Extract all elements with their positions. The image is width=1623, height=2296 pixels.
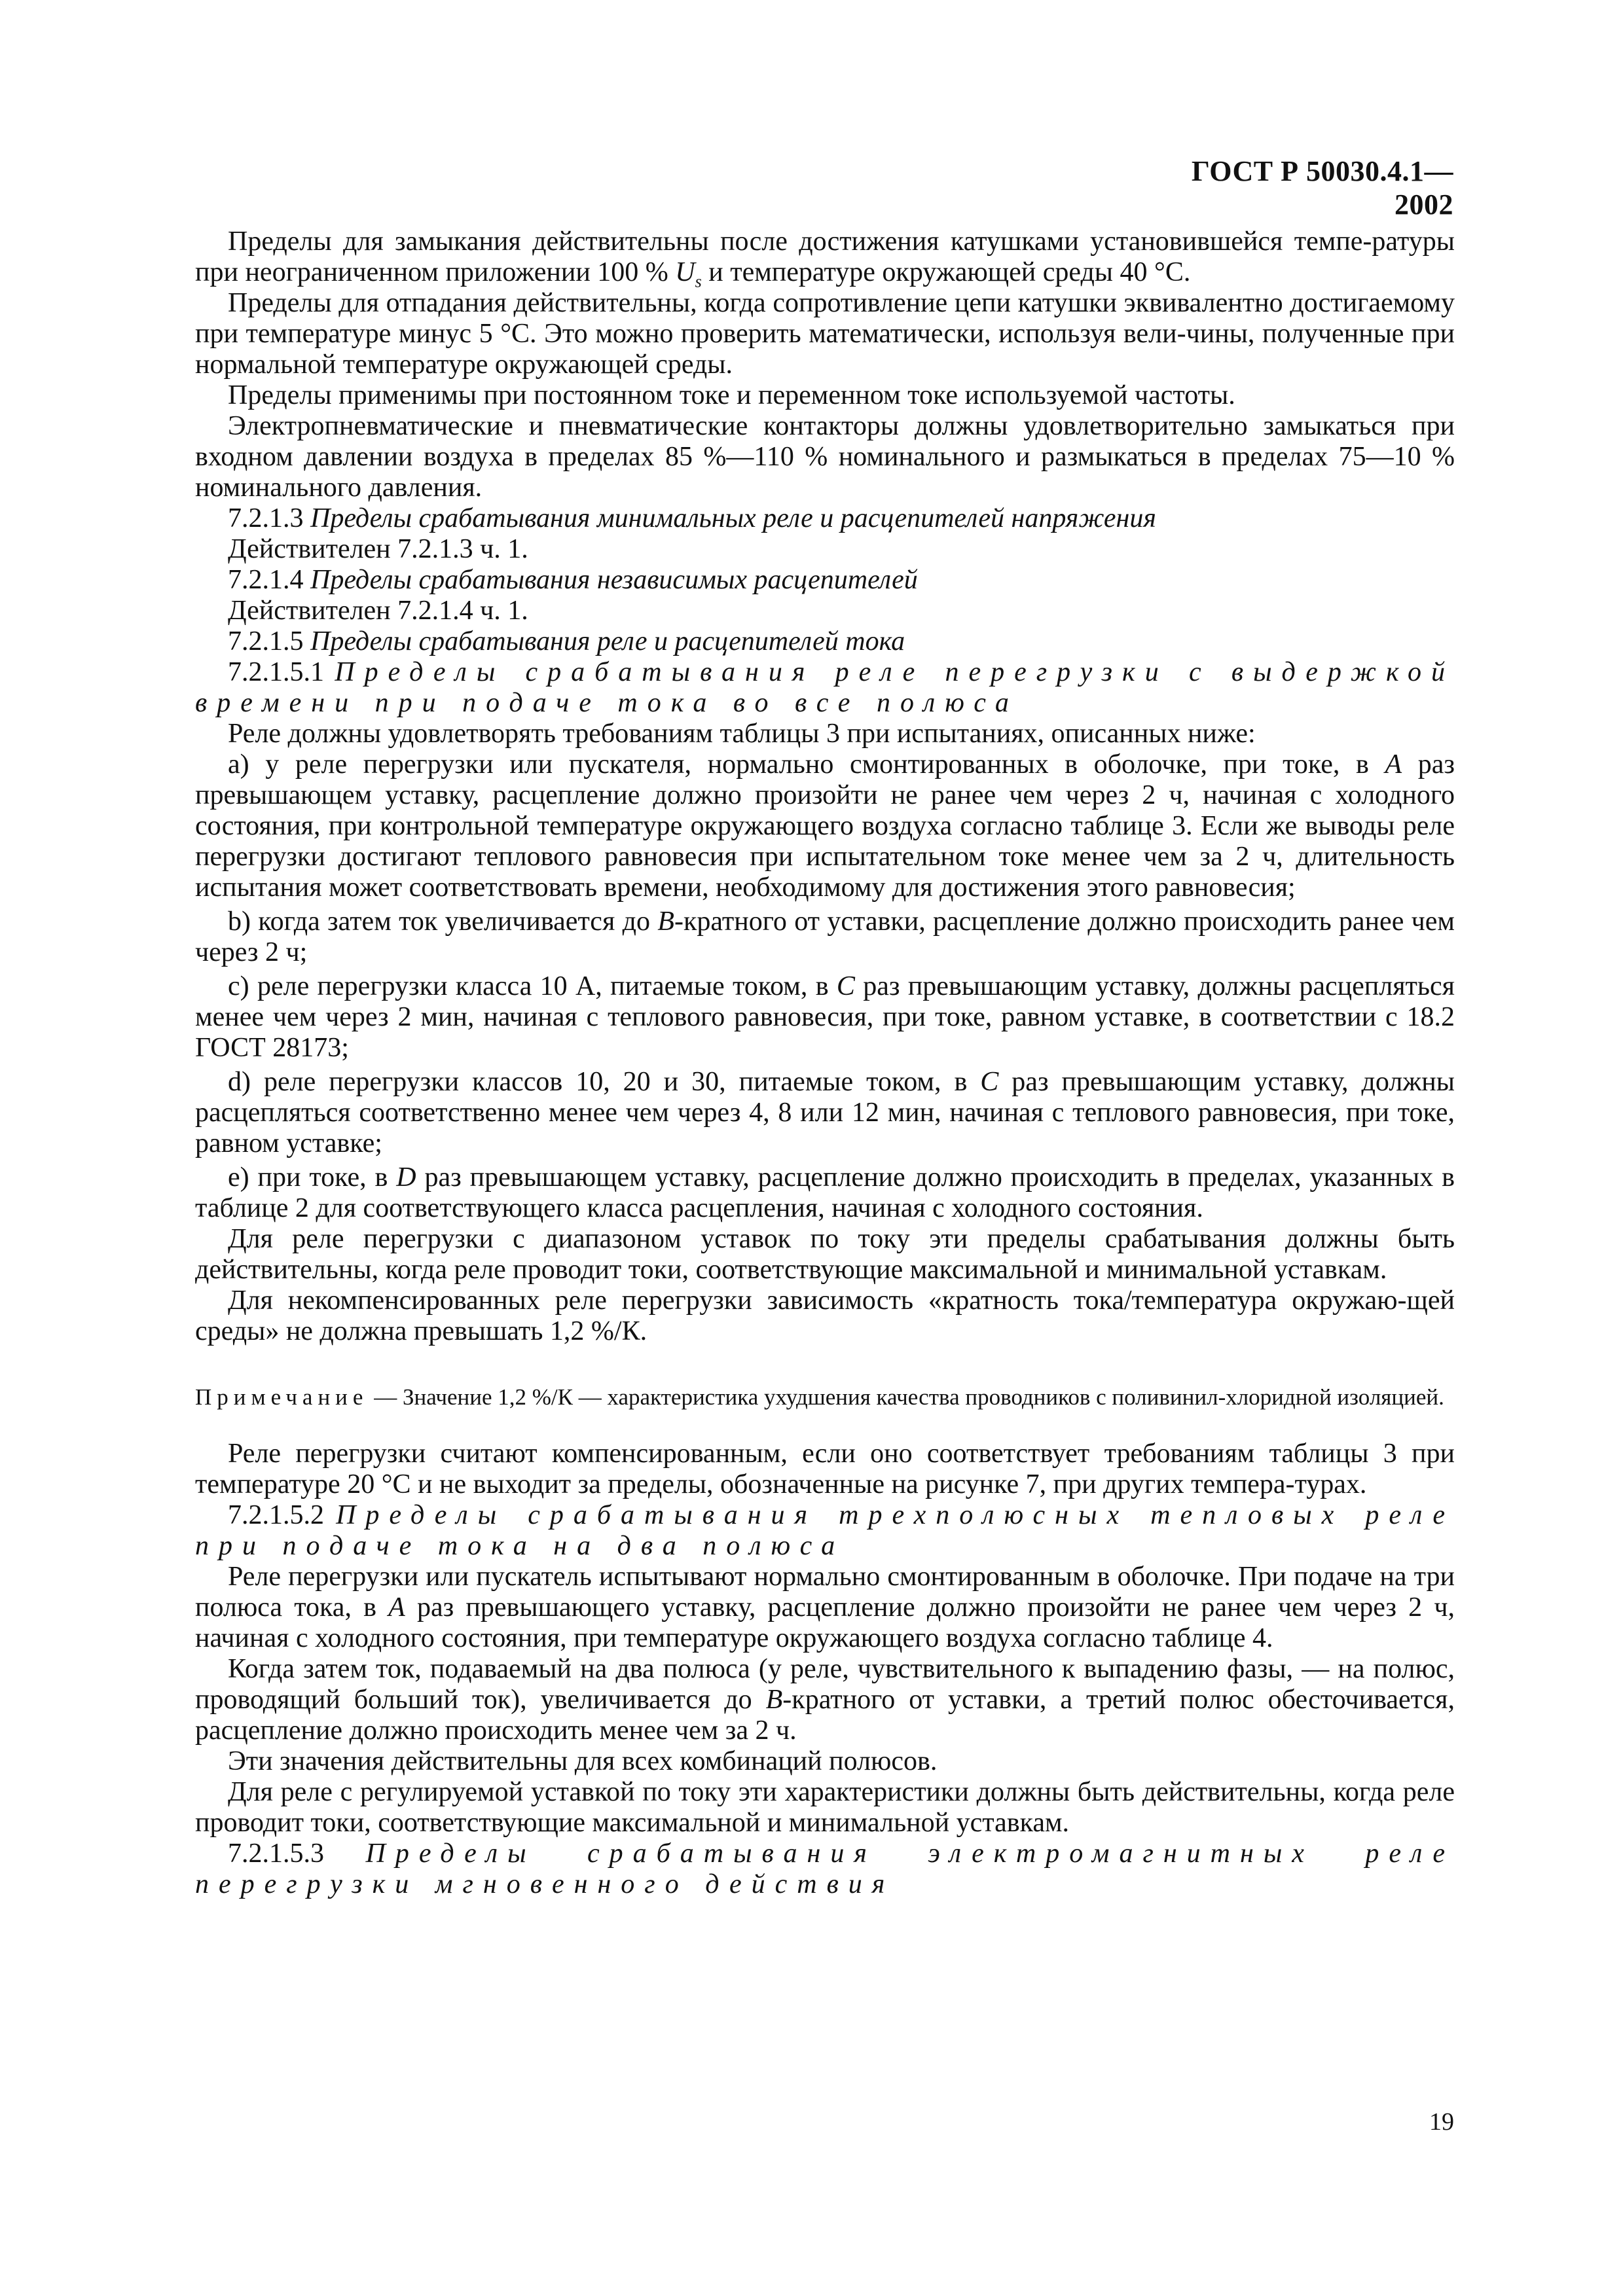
paragraph-text: Пределы для замыкания действительны после достижения катушками установившейся темпе-ратуры при неограниченном приложении 100 % [195, 226, 1455, 287]
variable: В [765, 1685, 783, 1715]
paragraph: Эти значения действительны для всех комбинаций полюсов. [228, 1746, 938, 1776]
section-heading [195, 1500, 1455, 1562]
paragraph: Реле перегрузки считают компенсированным, если оно соответствует требованиям таблицы 3 при температуре 20 °С и не выходит за пределы, обозначенные на рисунке 7, при других темпера-турах. [195, 1439, 1455, 1499]
list-text: b) когда затем ток увеличивается до [228, 906, 658, 937]
list-text: раз превышающим уставку, должны расцепляться соответственно менее чем через 4, 8 или 12 мин, начиная с теплового равновесия, при токе, равном уставке; [195, 1067, 1455, 1158]
list-text: раз превышающим уставку, должны расцепляться менее чем через 2 мин, начиная с теплового равновесия, при токе, равном уставке, в соответствии с 18.2 ГОСТ 28173; [195, 971, 1455, 1063]
section-number: 7.2.1.5.1 [228, 657, 335, 687]
paragraph-text: Реле перегрузки или пускатель испытывают нормально смонтированным в оболочке. При подаче на три полюса тока, в [195, 1562, 1455, 1623]
page-number: 19 [1429, 2108, 1454, 2136]
section-title: Пределы срабатывания минимальных реле и расцепителей напряжения [310, 503, 1156, 533]
list-text: с) реле перегрузки класса 10 А, питаемые током, в [228, 971, 837, 1001]
section-number: 7.2.1.5 [228, 626, 310, 656]
list-item-b [195, 906, 1455, 968]
section-title: Пределы срабатывания электромагнитных реле перегрузки мгновенного действия [195, 1839, 1455, 1899]
paragraph-text: -кратного от уставки, а третий полюс обесточивается, расцепление должно происходить менее чем за 2 ч. [195, 1685, 1455, 1746]
paragraph: Для реле с регулируемой уставкой по току эти характеристики должны быть действительны, когда реле проводит токи, соответствующие максимальной и минимальной уставкам. [195, 1777, 1455, 1838]
paragraph: Для реле перегрузки с диапазоном уставок по току эти пределы срабатывания должны быть действительны, когда реле проводит токи, соответствующие максимальной и минимальной уставкам. [195, 1224, 1455, 1285]
list-text: а) у реле перегрузки или пускателя, нормально смонтированных в оболочке, при токе, в [228, 749, 1385, 780]
section-number: 7.2.1.5.3 [228, 1839, 366, 1869]
list-item-d [195, 1067, 1455, 1159]
subscript: s [695, 272, 702, 291]
variable: В [657, 906, 674, 937]
paragraph-text: раз превышающего уставку, расцепление должно произойти не ранее чем через 2 ч, начиная с холодного состояния, при температуре окружающего воздуха согласно таблице 4. [195, 1592, 1455, 1653]
list-item-c [195, 971, 1455, 1064]
list-text: раз превышающем уставку, расцепление должно происходить в пределах, указанных в таблице 2 для соответствующего класса расцепления, начиная с холодного состояния. [195, 1162, 1455, 1223]
document-body [195, 226, 1455, 1900]
list-item-e [195, 1162, 1455, 1224]
paragraph: Реле должны удовлетворять требованиям таблицы 3 при испытаниях, описанных ниже: [228, 719, 1256, 749]
paragraph: Пределы применимы при постоянном токе и переменном токе используемой частоты. [228, 380, 1235, 410]
list-text: -кратного от уставки, расцепление должно происходить ранее чем через 2 ч; [195, 906, 1455, 967]
note-label: Примечание [195, 1384, 369, 1410]
section-heading [195, 503, 1455, 534]
section-title: Пределы срабатывания реле и расцепителей тока [310, 626, 905, 656]
section-title: Пределы срабатывания трехполюсных тепловых реле при подаче тока на два полюса [195, 1500, 1455, 1561]
paragraph-text: и температуре окружающей среды 40 °С. [701, 257, 1191, 287]
list-text: раз превышающем уставку, расцепление должно произойти не ранее чем через 2 ч, начиная с холодного состояния, при контрольной температуре окружающего воздуха согласно таблице 3. Если же выводы реле перегрузки достигают теплового равновесия при испытательном токе менее чем за 2 ч, длительность испытания может соответствовать времени, необходимому для достижения этого равновесия; [195, 749, 1455, 903]
section-number: 7.2.1.3 [228, 503, 310, 533]
section-number: 7.2.1.5.2 [228, 1500, 337, 1530]
variable: U [675, 257, 695, 287]
variable: С [836, 971, 855, 1001]
paragraph: Действителен 7.2.1.4 ч. 1. [228, 596, 528, 626]
paragraph [195, 226, 1455, 291]
note-text: — Значение 1,2 %/К — характеристика ухудшения качества проводников с поливинил-хлоридной изоляцией. [368, 1384, 1444, 1410]
section-number: 7.2.1.4 [228, 565, 310, 595]
paragraph: Пределы для отпадания действительны, когда сопротивление цепи катушки эквивалентно достигаемому при температуре минус 5 °С. Это можно проверить математически, используя вели-чины, полученные при нормальной температуре окружающей среды. [195, 288, 1455, 380]
paragraph: Для некомпенсированных реле перегрузки зависимость «кратность тока/температура окружаю-щей среды» не должна превышать 1,2 %/К. [195, 1285, 1455, 1346]
paragraph [195, 1654, 1455, 1746]
paragraph [195, 1562, 1455, 1654]
paragraph: Электропневматические и пневматические контакторы должны удовлетворительно замыкаться при входном давлении воздуха в пределах 85 %—110 % номинального и размыкаться в пределах 75—10 % номинального давления. [195, 411, 1455, 503]
variable: С [980, 1067, 999, 1097]
document-header: ГОСТ Р 50030.4.1—2002 [1191, 155, 1453, 221]
variable: А [388, 1592, 405, 1623]
section-title: Пределы срабатывания реле перегрузки с выдержкой времени при подаче тока во все полюса [195, 657, 1455, 718]
list-text: d) реле перегрузки классов 10, 20 и 30, питаемые током, в [228, 1067, 981, 1097]
section-heading [195, 657, 1455, 719]
section-title: Пределы срабатывания независимых расцепителей [310, 565, 918, 595]
paragraph: Действителен 7.2.1.3 ч. 1. [228, 534, 528, 564]
section-heading [195, 1839, 1455, 1900]
list-text: е) при токе, в [228, 1162, 397, 1193]
section-heading [195, 565, 1455, 596]
paragraph-text: Когда затем ток, подаваемый на два полюса (у реле, чувствительного к выпадению фазы, — на полюс, проводящий больший ток), увеличивается до [195, 1654, 1455, 1715]
variable: А [1385, 749, 1402, 780]
section-heading [195, 626, 1455, 657]
note [195, 1382, 1455, 1412]
list-item-a [195, 749, 1455, 903]
variable: D [396, 1162, 416, 1193]
